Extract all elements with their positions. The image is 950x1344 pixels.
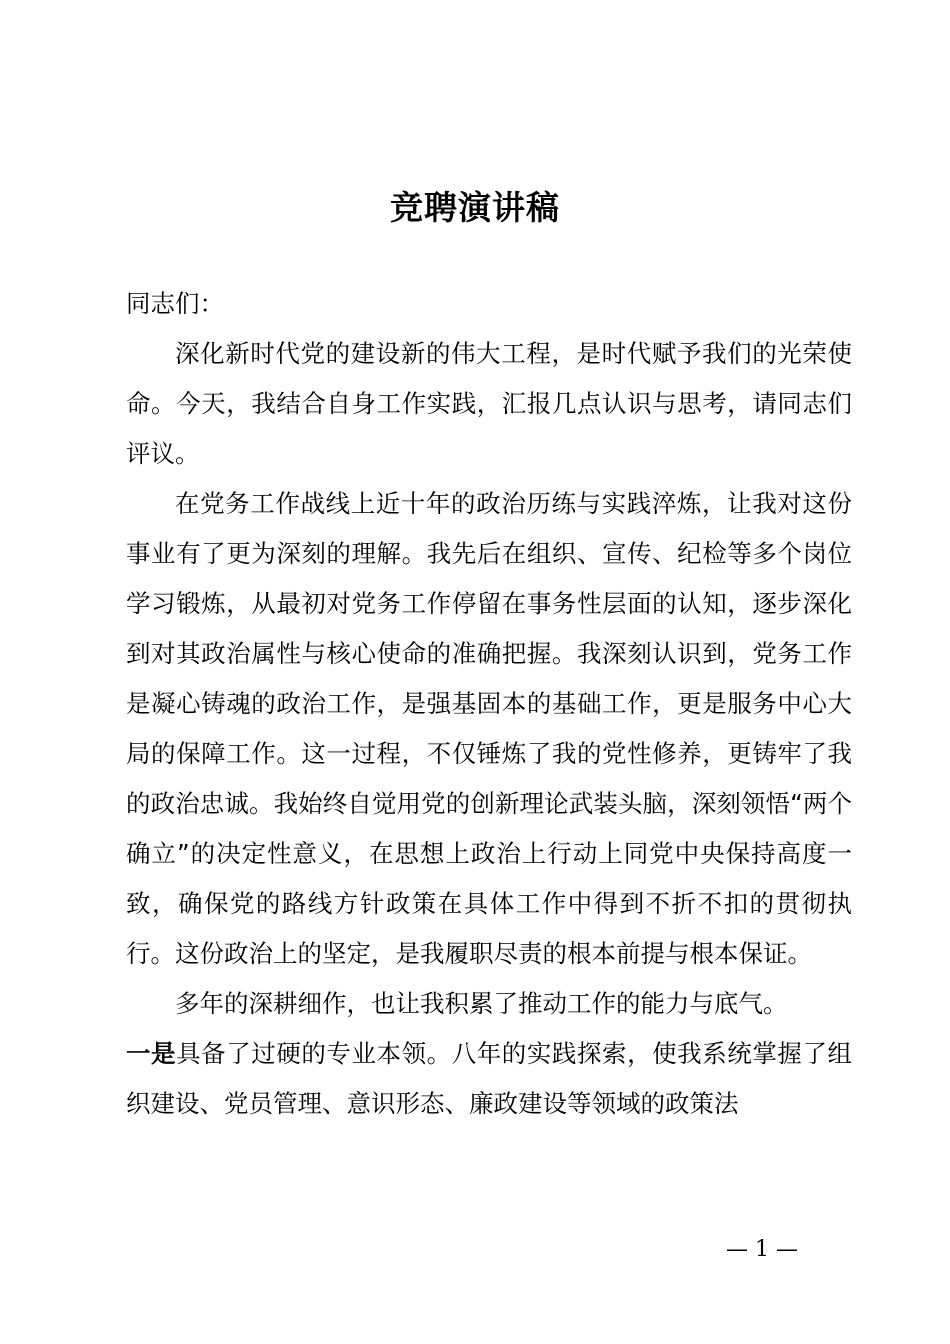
- point-one-label: 一是: [126, 1039, 177, 1068]
- greeting: 同志们：: [126, 289, 224, 318]
- paragraph-ability: 多年的深耕细作，也让我积累了推动工作的能力与底气。: [175, 989, 788, 1018]
- document-body: [126, 279, 852, 1129]
- paragraph-experience: 在党务工作战线上近十年的政治历练与实践淬炼，让我对这份事业有了更为深刻的理解。我先后在组织、宣传、纪检等多个岗位学习锻炼，从最初对党务工作停留在事务性层面的认知，逐步深化到对其政治属性与核心使命的准确把握。我深刻认识到，党务工作是凝心铸魂的政治工作，是强基固本的基础工作，更是服务中心大局的保障工作。这一过程，不仅锤炼了我的党性修养，更铸牢了我的政治忠诚。我始终自觉用党的创新理论武装头脑，深刻领悟“两个确立”的决定性意义，在思想上政治上行动上同党中央保持高度一致，确保党的路线方针政策在具体工作中得到不折不扣的贯彻执行。这份政治上的坚定，是我履职尽责的根本前提与根本保证。: [126, 489, 852, 968]
- page-number: — 1 —: [726, 1237, 798, 1262]
- point-one-text: 具备了过硬的专业本领。八年的实践探索，使我系统掌握了组织建设、党员管理、意识形态、廉政建设等领域的政策法: [126, 1039, 852, 1118]
- paragraph-intro: 深化新时代党的建设新的伟大工程，是时代赋予我们的光荣使命。今天，我结合自身工作实践，汇报几点认识与思考，请同志们评议。: [126, 339, 852, 468]
- paragraph-point-one: [126, 1029, 852, 1129]
- document-title: 竞聘演讲稿: [390, 188, 560, 227]
